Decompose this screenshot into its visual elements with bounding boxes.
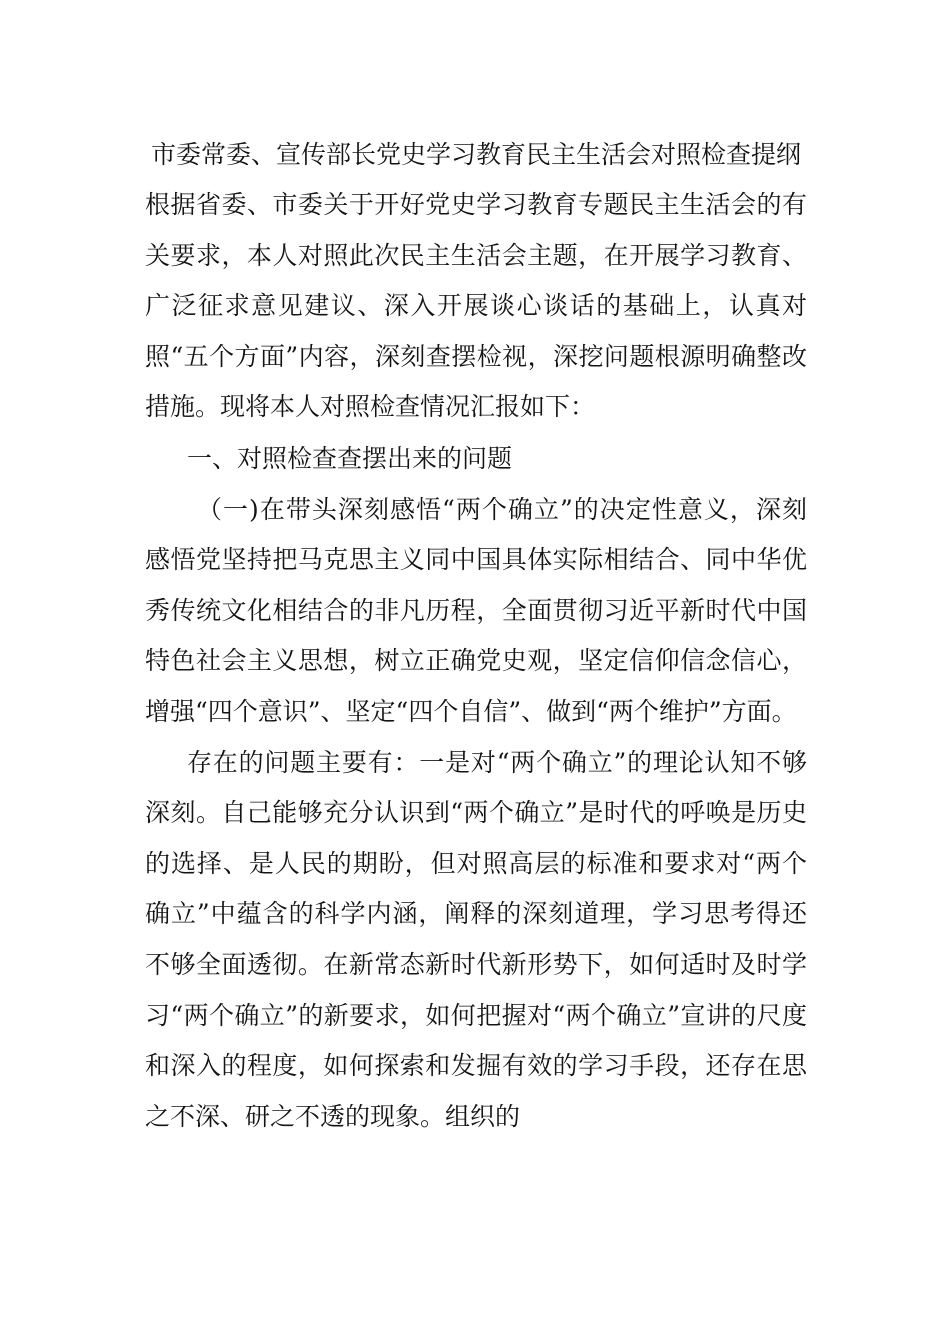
intro-paragraph: 根据省委、市委关于开好党史学习教育专题民主生活会的有关要求，本人对照此次民主生活会主题，在开展学习教育、广泛征求意见建议、深入开展谈心谈话的基础上，认真对照“五个方面”内容，深刻查摆检视，深挖问题根源明确整改措施。现将本人对照检查情况汇报如下： — [145, 190, 807, 422]
problems-paragraph: 存在的问题主要有：一是对“两个确立”的理论认知不够深刻。自己能够充分认识到“两个确立”是时代的呼唤是历史的选择、是人民的期盼，但对照高层的标准和要求对“两个确立”中蕴含的科学内涵，阐释的深刻道理，学习思考得还不够全面透彻。在新常态新时代新形势下，如何适时及时学习“两个确立”的新要求，如何把握对“两个确立”宣讲的尺度和深入的程度，如何探索和发掘有效的学习手段，还存在思之不深、研之不透的现象。组织的 — [145, 747, 807, 1131]
section-heading: 一、对照检查查摆出来的问题 — [187, 443, 513, 473]
document-title: 市委常委、宣传部长党史学习教育民主生活会对照检查提纲 — [150, 140, 801, 169]
document-body — [145, 130, 807, 1142]
subsection-paragraph: （一)在带头深刻感悟“两个确立”的决定性意义，深刻感悟党坚持把马克思主义同中国具体实际相结合、同中华优秀传统文化相结合的非凡历程，全面贯彻习近平新时代中国特色社会主义思想，树立正确党史观，坚定信仰信念信心，增强“四个意识”、坚定“四个自信”、做到“两个维护”方面。 — [145, 494, 807, 726]
